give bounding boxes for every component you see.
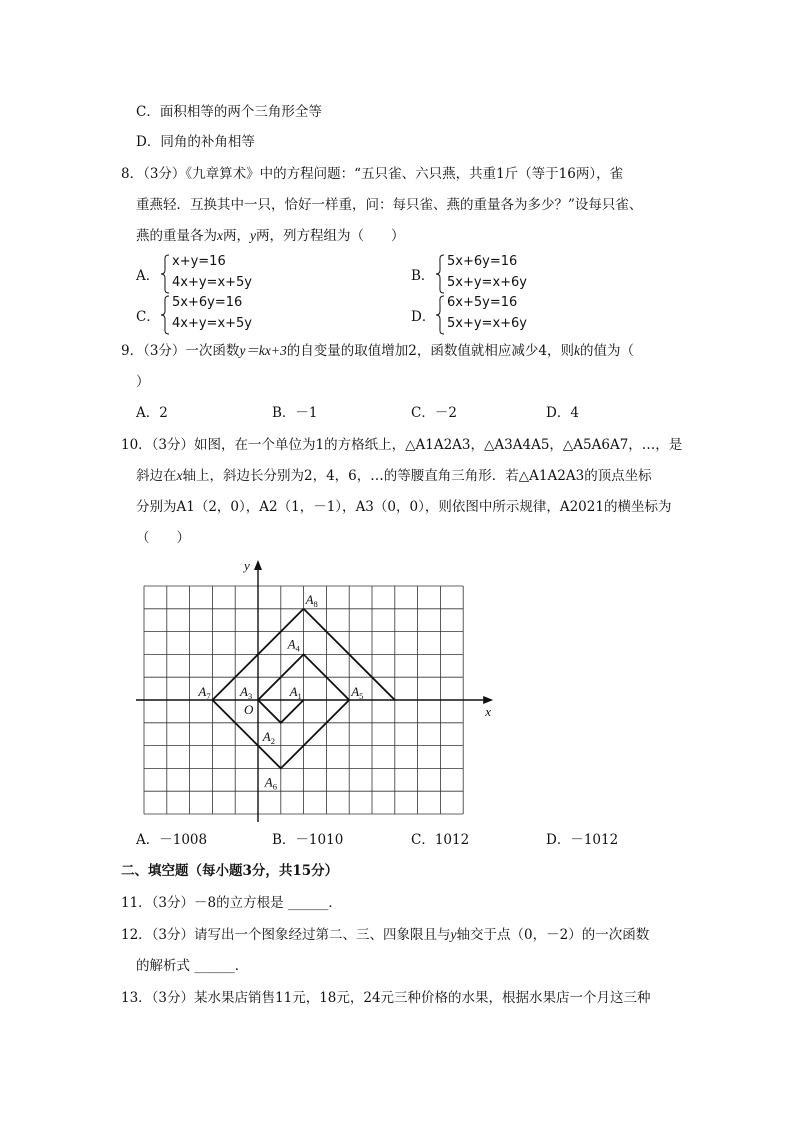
- q10-option-d: D．－1012: [546, 832, 619, 848]
- equation: 5x+6y=16: [447, 254, 518, 269]
- q9-line1: 9．（3分）一次函数y＝kx+3的自变量的取值增加2，函数值就相应减少4，则k的值为（: [121, 343, 634, 359]
- q10-line4: （ ）: [136, 530, 190, 546]
- q7-option-c: C．面积相等的两个三角形全等: [136, 104, 322, 120]
- q8-option-a-label: A．: [136, 268, 160, 284]
- q9-option-c: C．－2: [411, 405, 457, 421]
- section-title: 二、填空题（每小题3分，共15分）: [121, 863, 339, 879]
- q8-line2: 重燕轻．互换其中一只，恰好一样重，问：每只雀、燕的重量各为多少？”设每只雀、: [136, 197, 643, 213]
- point-label-a6: $A_6$: [264, 774, 278, 792]
- point-label-a2: $A_2$: [262, 728, 276, 746]
- q12-line1: 12．（3分）请写出一个图象经过第二、三、四象限且与y轴交于点（0，－2）的一次函数: [121, 927, 650, 943]
- point-label-a5: $A_5$: [351, 684, 364, 701]
- q8-option-c-label: C．: [136, 309, 160, 325]
- equation: 4x+y=x+5y: [172, 275, 252, 290]
- q10-option-c: C．1012: [411, 832, 470, 848]
- x-axis-label: x: [485, 704, 491, 719]
- equation: 5x+y=x+6y: [447, 275, 527, 290]
- q8-option-d-label: D．: [411, 309, 436, 325]
- equation: 6x+5y=16: [447, 295, 518, 310]
- equation: 4x+y=x+5y: [172, 316, 252, 331]
- origin-label: O: [244, 702, 254, 717]
- point-label-a1: $A_1$: [289, 684, 302, 701]
- point-label-a3: $A_3$: [240, 684, 253, 701]
- point-label-a7: $A_7$: [198, 684, 211, 701]
- q10-option-b: B．－1010: [272, 832, 344, 848]
- q11: 11．（3分）－8的立方根是 ______．: [121, 895, 342, 911]
- brace-icon: [160, 295, 170, 335]
- x-axis-arrow-icon: [483, 696, 493, 704]
- answer-blank: ______: [287, 895, 329, 911]
- equation: 5x+6y=16: [172, 295, 243, 310]
- q7-option-d: D．同角的补角相等: [136, 134, 255, 150]
- q9-option-d: D．4: [546, 405, 579, 421]
- q8-line1: 8．（3分）《九章算术》中的方程问题：“五只雀、六只燕，共重1斤（等于16两），雀: [121, 166, 624, 182]
- equation: 5x+y=x+6y: [447, 316, 527, 331]
- point-label-a8: $A_8$: [305, 591, 318, 609]
- point-label-a4: $A_4$: [287, 636, 300, 654]
- q10-line2: 斜边在x轴上，斜边长分别为2，4，6，…的等腰直角三角形．若△A1A2A3的顶点坐标: [136, 468, 652, 484]
- q13-line1: 13．（3分）某水果店销售11元，18元，24元三种价格的水果，根据水果店一个月这三种: [121, 990, 651, 1006]
- q9-option-a: A．2: [136, 405, 168, 421]
- equation: x+y=16: [172, 254, 226, 269]
- brace-icon: [435, 295, 445, 335]
- y-axis-arrow-icon: [254, 560, 262, 570]
- answer-blank: ______: [194, 958, 235, 974]
- coordinate-grid-figure: [132, 556, 502, 824]
- brace-icon: [160, 254, 170, 294]
- q8-option-b-label: B．: [411, 268, 435, 284]
- q10-line1: 10．（3分）如图，在一个单位为1的方格纸上，△A1A2A3，△A3A4A5，△A5A6A7，…，是: [121, 437, 683, 453]
- q9-line2: ）: [136, 374, 150, 390]
- q9-option-b: B．－1: [272, 405, 318, 421]
- q10-option-a: A．－1008: [136, 832, 208, 848]
- brace-icon: [435, 254, 445, 294]
- q12-line2: 的解析式 ______．: [136, 958, 249, 974]
- q8-line3: 燕的重量各为x两，y两，列方程组为（ ）: [136, 228, 405, 244]
- q10-line3: 分别为A1（2，0），A2（1，－1），A3（0，0），则依图中所示规律，A2021的横坐标为: [136, 499, 672, 515]
- y-axis-label: y: [244, 558, 250, 573]
